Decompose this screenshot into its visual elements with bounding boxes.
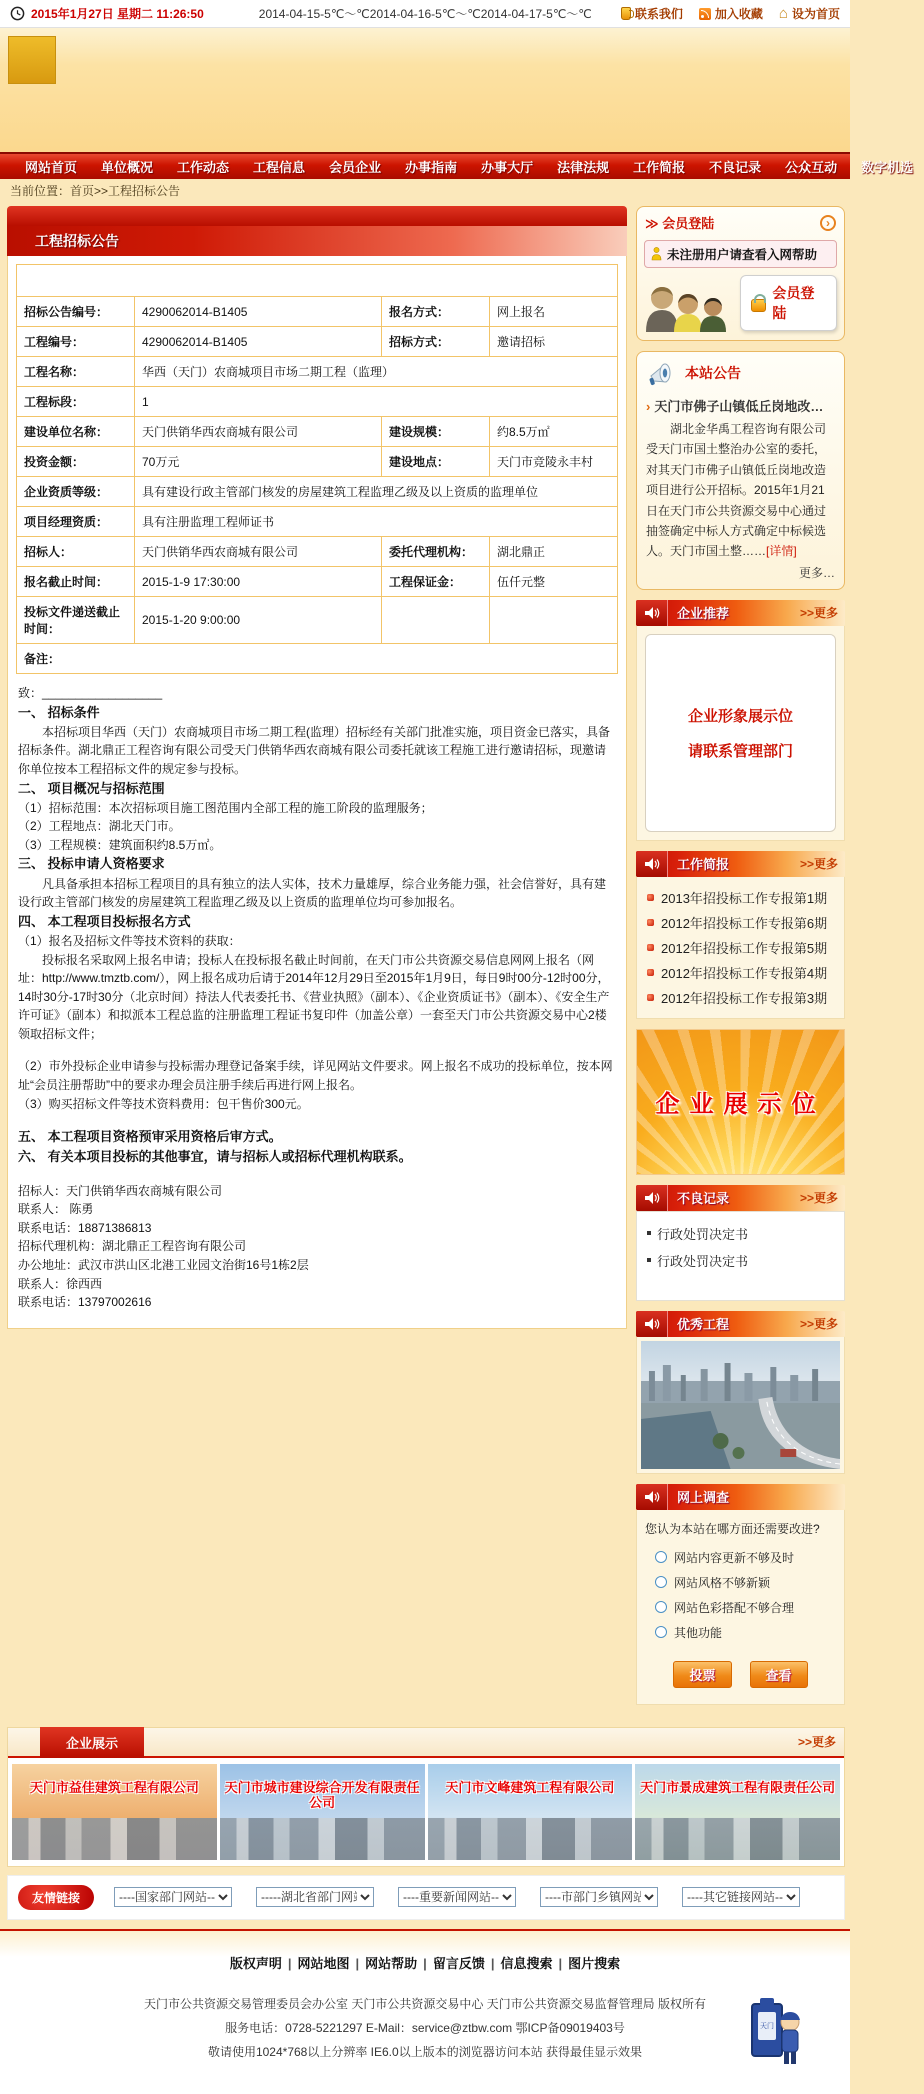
datetime-text: 2015年1月27日 星期二 11:26:50 (31, 7, 204, 21)
nav-item-3[interactable]: 工作动态 (177, 160, 230, 175)
footer-notice: 敬请使用1024*768以上分辨率 IE6.0以上版本的浏览器访问本站 获得最佳显示效果 (207, 2044, 643, 2059)
bad-records-title: 不良记录 (677, 1191, 730, 1207)
top-bar (0, 0, 850, 28)
work-brief-more[interactable]: >>更多 (799, 857, 838, 872)
friend-links-selects (114, 1887, 800, 1907)
row-value: 70万元 (135, 447, 382, 477)
table-row (17, 297, 618, 327)
row-label: 项目经理资质： (17, 507, 135, 537)
enterprise-rec-header (636, 600, 845, 626)
notice-summary: 湖北金华禹工程咨询有限公司受天门市国土整治办公室的委托，对其天门市佛子山镇低丘岗地改造项目进行公开招标。2015年1月21日在天门市公共资源交易中心通过抽签确定中标人方式确定中标候选人。天门市国土整……[详情] (646, 422, 827, 559)
members-avatar-image (644, 274, 736, 332)
body-paragraph: 联系人：徐西西 (18, 1276, 103, 1291)
body-paragraph: 招标人：天门供销华西农商城有限公司 (18, 1183, 223, 1198)
rec-line1: 企业形象展示位 (687, 707, 793, 725)
body-paragraph: 本招标项目华西（天门）农商城项目市场二期工程(监理）招标经有关部门批准实施，项目资金已落实，具备招标条件。湖北鼎正工程咨询有限公司受天门供销华西农商城有限公司委托就该工程施工进行邀请招标，现邀请你单位按本工程招标文件的规定参与投标。 (18, 724, 611, 776)
row-label: 建设单位名称： (17, 417, 135, 447)
body-paragraph: 致：__________________ (18, 686, 163, 700)
breadcrumb: 当前位置：首页>>工程招标公告 (10, 183, 181, 198)
row-label: 工程标段： (17, 387, 135, 417)
showcase-company-banner[interactable] (635, 1764, 840, 1860)
row-value: 4290062014-B1405 (135, 327, 382, 357)
body-paragraph: （2）市外投标企业申请参与投标需办理登记备案手续，详见网站文件要求。网上报名不成功的投标单位，按本网址“会员注册帮助”中的要求办理会员注册手续后再进行网上报名。 (18, 1059, 613, 1093)
brief-item[interactable] (645, 985, 836, 1010)
sidebar (636, 206, 845, 1715)
poll-option-label: 其他功能 (674, 1625, 723, 1640)
body-heading: 四、 本工程项目投标报名方式 (18, 913, 191, 929)
nav-item-8[interactable]: 法律法规 (557, 160, 610, 175)
enterprise-rec-body (636, 626, 845, 841)
site-notice-title: 本站公告 (685, 365, 741, 381)
brief-item-label: 2012年招投标工作专报第6期 (661, 915, 828, 931)
radio-icon[interactable] (655, 1576, 667, 1588)
friend-links-bar (7, 1875, 845, 1920)
work-brief-section (636, 851, 845, 1019)
vote-button[interactable]: 投票 (673, 1661, 731, 1688)
brief-item[interactable] (645, 960, 836, 985)
notice-link[interactable]: › 天门市佛子山镇低丘岗地改… (646, 399, 824, 414)
member-login-button-label: 会员登陆 (772, 285, 815, 321)
body-paragraph: 办公地址：武汉市洪山区北港工业园文治街16号1栋2层 (18, 1257, 309, 1272)
member-login-button[interactable] (740, 275, 837, 331)
friend-links-select-1[interactable] (114, 1887, 232, 1907)
table-row (17, 417, 618, 447)
footer-link[interactable]: 图片搜索 (568, 1955, 621, 1971)
table-row (17, 507, 618, 537)
dot-icon (647, 1258, 651, 1262)
member-login-lower (644, 274, 837, 332)
body-heading: 一、 招标条件 (18, 704, 100, 720)
enterprise-rec-placeholder[interactable] (645, 634, 836, 832)
bullet-icon (647, 919, 654, 926)
showcase-company-name: 天门市景成建筑工程有限责任公司 (640, 1779, 836, 1795)
bad-records-more[interactable]: >>更多 (799, 1191, 838, 1206)
footer-links (0, 1953, 850, 1972)
body-paragraph: 联系电话：13797002616 (18, 1295, 152, 1310)
member-login-title: ≫ 会员登陆 (645, 216, 715, 231)
excellent-project-photo[interactable] (636, 1337, 845, 1474)
body-paragraph: 投标报名采取网上报名申请；投标人在投标报名截止时间前，在天门市公共资源交易信息网网上报名（网址：http://www.tmztb.com/），网上报名成功后请于2014年12月29日至2015年1月9日，每日9时00分-12时00分，14时30分-17时30分（北京时间）持法人代表委托书、《营业执照》（副本）、《企业资质证书》（副本）、《安全生产许可证》（副本）和拟派本工程总监的注册监理工程证书复印件（加盖公章）一套至天门市公共资源交易中心2楼领取招标文件； (18, 952, 610, 1041)
footer-link-separator: | (490, 1955, 495, 1971)
brief-item-label: 2012年招投标工作专报第4期 (661, 965, 828, 981)
friend-links-label: 友情链接 (18, 1885, 94, 1910)
row-value: 华西（天门）农商城项目市场二期工程（监理） (135, 357, 618, 387)
panel-tab-row (7, 226, 627, 256)
row-value: 天门供销华西农商城有限公司 (135, 417, 382, 447)
excellent-projects-title: 优秀工程 (677, 1317, 730, 1333)
bad-record-item[interactable] (645, 1247, 836, 1274)
footer-link[interactable]: 网站帮助 (365, 1955, 418, 1971)
showcase-more[interactable]: >>更多 (797, 1735, 836, 1750)
bad-records-header (636, 1185, 845, 1211)
footer (0, 1929, 850, 2094)
member-login-panel (636, 206, 845, 341)
bad-record-item[interactable] (645, 1220, 836, 1247)
body-paragraph: 招标代理机构：湖北鼎正工程咨询有限公司 (18, 1239, 247, 1254)
row-value: 2015-1-9 17:30:00 (135, 567, 382, 597)
showcase-company-name: 天门市文峰建筑工程有限公司 (445, 1779, 615, 1795)
row-label: 投资金额： (17, 447, 135, 477)
panel-top-bar (7, 206, 627, 226)
row-label: 招标方式： (382, 327, 490, 357)
body-paragraph: 联系电话：18871386813 (18, 1220, 152, 1235)
work-brief-list (645, 885, 836, 1010)
nav-item-4[interactable]: 工程信息 (253, 160, 306, 175)
row-value: 1 (135, 387, 618, 417)
content-area (0, 201, 850, 1723)
body-paragraph: 联系人： 陈勇 (18, 1202, 94, 1217)
tab-announcement[interactable]: 工程招标公告 (35, 233, 119, 249)
contact-us-link[interactable]: 联系我们 (621, 5, 683, 22)
site-banner (0, 28, 850, 152)
body-paragraph: （1）招标范围：本次招标项目施工图范围内全部工程的施工阶段的监理服务； (18, 800, 433, 815)
table-row (17, 567, 618, 597)
row-label: 工程保证金： (382, 567, 490, 597)
police-mascot-icon (746, 1996, 808, 2066)
nav-item-10[interactable]: 不良记录 (709, 160, 762, 175)
excellent-projects-section (636, 1311, 845, 1474)
bad-record-label: 行政处罚决定书 (657, 1226, 749, 1242)
notice-more-link[interactable]: 更多… (798, 565, 835, 580)
main-nav (0, 152, 914, 179)
table-row (17, 597, 618, 644)
row-label: 备注： (17, 644, 618, 674)
showcase-company-name: 天门市益佳建筑工程有限公司 (29, 1779, 199, 1795)
nav-item-5[interactable]: 会员企业 (329, 160, 382, 175)
speaker-icon (636, 851, 668, 877)
poll-header (636, 1484, 845, 1510)
poll-body (636, 1510, 845, 1705)
megaphone-icon (647, 360, 677, 386)
row-value: 2015-1-20 9:00:00 (135, 597, 382, 644)
cup-icon (621, 7, 631, 20)
poll-buttons (645, 1661, 836, 1688)
poll-section (636, 1484, 845, 1705)
brief-item[interactable] (645, 885, 836, 910)
bullet-icon (647, 944, 654, 951)
site-notice-header (637, 352, 844, 388)
nav-item-6[interactable]: 办事指南 (405, 160, 458, 175)
register-help-button[interactable] (644, 240, 837, 268)
body-heading: 二、 项目概况与招标范围 (18, 780, 165, 796)
row-label: 报名方式： (382, 297, 490, 327)
body-paragraph: （1）报名及招标文件等技术资料的获取： (18, 933, 241, 948)
logo-placeholder (8, 36, 56, 84)
work-brief-header (636, 851, 845, 877)
speaker-icon (636, 1311, 668, 1337)
register-help-label: 未注册用户请查看入网帮助 (667, 248, 818, 262)
add-favorite-link[interactable]: 加入收藏 (699, 5, 763, 22)
body-paragraph: （3）工程规模：建筑面积约8.5万㎡。 (18, 837, 222, 852)
row-label: 招标公告编号： (17, 297, 135, 327)
work-brief-body (636, 877, 845, 1019)
row-label: 投标文件递送截止时间： (17, 597, 135, 644)
showcase-company-banner[interactable] (220, 1764, 425, 1860)
bullet-icon (647, 894, 654, 901)
friend-links-select-4[interactable] (540, 1887, 658, 1907)
rec-line2: 请联系管理部门 (687, 742, 793, 760)
poll-option-label: 网站风格不够新颖 (674, 1575, 771, 1590)
body-heading: 三、 投标申请人资格要求 (18, 856, 165, 872)
site-notice-body (637, 388, 844, 589)
excellent-projects-more[interactable]: >>更多 (799, 1317, 838, 1332)
brief-item-label: 2012年招投标工作专报第3期 (661, 990, 828, 1006)
ad-banner[interactable] (636, 1029, 845, 1175)
enterprise-rec-section (636, 600, 845, 841)
member-login-body (637, 236, 844, 340)
lock-icon (751, 299, 766, 312)
footer-link-separator: | (355, 1955, 360, 1971)
body-paragraph: （2）工程地点：湖北天门市。 (18, 819, 181, 834)
body-paragraph: （3）购买招标文件等技术资料费用：包干售价300元。 (18, 1096, 309, 1111)
table-row (17, 357, 618, 387)
row-label: 报名截止时间： (17, 567, 135, 597)
radio-icon[interactable] (655, 1551, 667, 1563)
poll-option-label: 网站色彩搭配不够合理 (674, 1600, 795, 1615)
footer-link-separator: | (423, 1955, 427, 1971)
row-value: 天门市竞陵永丰村 (490, 447, 618, 477)
table-row (17, 447, 618, 477)
showcase-company-banner[interactable] (12, 1764, 217, 1860)
table-row (17, 537, 618, 567)
poll-question: 您认为本站在哪方面还需要改进? (645, 1521, 820, 1536)
poll-option-3[interactable] (645, 1595, 836, 1620)
footer-link-separator: | (558, 1955, 563, 1971)
friend-links-select-3[interactable] (398, 1887, 516, 1907)
body-paragraph (18, 1168, 616, 1182)
speaker-icon (636, 1185, 668, 1211)
home-icon: ⌂ (778, 5, 788, 22)
dot-icon (647, 1231, 651, 1235)
showcase-row (8, 1758, 844, 1866)
announcement-body (16, 674, 618, 1312)
announcement-panel (7, 256, 627, 1329)
poll-options (645, 1545, 836, 1645)
footer-link[interactable]: 信息搜索 (500, 1955, 553, 1971)
nav-item-2[interactable]: 单位概况 (101, 160, 154, 175)
bullet-icon (647, 994, 654, 1001)
row-label: 工程编号： (17, 327, 135, 357)
body-paragraph (18, 1043, 616, 1057)
bad-record-label: 行政处罚决定书 (657, 1253, 749, 1269)
speaker-icon (636, 1484, 668, 1510)
row-label (382, 597, 490, 644)
enterprise-rec-more[interactable]: >>更多 (799, 606, 838, 621)
nav-item-7[interactable]: 办事大厅 (481, 160, 534, 175)
person-icon (651, 247, 662, 261)
table-title-row (17, 265, 618, 297)
enterprise-showcase-section (7, 1727, 845, 1867)
body-paragraph (18, 1113, 616, 1127)
row-value: 4290062014-B1405 (135, 297, 382, 327)
nav-item-9[interactable]: 工作简报 (633, 160, 686, 175)
site-notice-panel (636, 351, 845, 590)
poll-title: 网上调查 (677, 1490, 730, 1506)
member-login-header (637, 207, 844, 236)
enterprise-rec-title: 企业推荐 (677, 606, 730, 622)
work-brief-title: 工作简报 (677, 857, 730, 873)
showcase-company-banner[interactable] (428, 1764, 633, 1860)
friend-links-select-5[interactable] (682, 1887, 800, 1907)
row-value: 具有建设行政主管部门核发的房屋建筑工程监理乙级及以上资质的监理单位 (135, 477, 618, 507)
ad-banner-text: 企业展示位 (655, 1091, 826, 1119)
table-row (17, 644, 618, 674)
speaker-icon (636, 600, 668, 626)
poll-option-1[interactable] (645, 1545, 836, 1570)
footer-link[interactable]: 版权声明 (229, 1955, 282, 1971)
row-value: 具有注册监理工程师证书 (135, 507, 618, 537)
main-column (7, 206, 627, 1329)
bullet-icon (647, 969, 654, 976)
body-paragraph: 凡具备承担本招标工程项目的具有独立的法人实体，技术力量雄厚，综合业务能力强，社会信誉好，具有建设行政主管部门核发的房屋建筑工程监理乙级及以上资质的监理单位均可参加报名。 (18, 876, 607, 910)
brief-item[interactable] (645, 935, 836, 960)
top-links (621, 5, 840, 22)
announcement-table (16, 264, 618, 674)
showcase-header (8, 1728, 844, 1758)
detail-link[interactable]: [详情] (766, 544, 797, 559)
nav-item-12[interactable]: 数字机选 (861, 160, 914, 175)
table-row (17, 327, 618, 357)
brief-item[interactable] (645, 910, 836, 935)
footer-link[interactable]: 网站地图 (297, 1955, 350, 1971)
brief-item-label: 2012年招投标工作专报第5期 (661, 940, 828, 956)
showcase-tab[interactable]: 企业展示 (40, 1727, 144, 1758)
row-label: 建设地点： (382, 447, 490, 477)
row-value: 伍仟元整 (490, 567, 618, 597)
poll-option-4[interactable] (645, 1620, 836, 1645)
row-value: 湖北鼎正 (490, 537, 618, 567)
bad-records-section (636, 1185, 845, 1301)
body-heading: 六、 有关本项目投标的其他事宜，请与招标人或招标代理机构联系。 (18, 1149, 412, 1165)
arrow-icon: › (646, 399, 651, 414)
table-row (17, 387, 618, 417)
clock-icon (10, 6, 25, 21)
announcement-title: 华西（天门）农商城项目市场二期工程（监理）--工程招标公告 (17, 265, 618, 297)
rss-icon (699, 8, 711, 20)
weather-text: 2014-04-15-5℃～℃2014-04-16-5℃～℃2014-04-17-5℃～℃ (258, 7, 592, 21)
row-label: 建设规模： (382, 417, 490, 447)
view-button[interactable]: 查看 (750, 1661, 808, 1688)
svg-text:天门: 天门 (760, 2022, 774, 2030)
circle-arrow-icon[interactable]: › (820, 215, 836, 231)
row-label: 企业资质等级： (17, 477, 135, 507)
footer-link[interactable]: 留言反馈 (432, 1955, 485, 1971)
poll-option-2[interactable] (645, 1570, 836, 1595)
row-label: 工程名称： (17, 357, 135, 387)
row-value: 网上报名 (490, 297, 618, 327)
nav-item-11[interactable]: 公众互动 (785, 160, 838, 175)
row-label: 招标人： (17, 537, 135, 567)
set-homepage-link[interactable]: ⌂ 设为首页 (778, 5, 840, 22)
brief-item-label: 2013年招投标工作专报第1期 (661, 890, 828, 906)
footer-copyright: 天门市公共资源交易管理委员会办公室 天门市公共资源交易中心 天门市公共资源交易监督管理局 版权所有 (143, 1996, 706, 2011)
row-value (490, 597, 618, 644)
bad-records-list (636, 1211, 845, 1301)
footer-link-separator: | (287, 1955, 292, 1971)
excellent-projects-header (636, 1311, 845, 1337)
poll-option-label: 网站内容更新不够及时 (674, 1550, 795, 1565)
table-row (17, 477, 618, 507)
row-label: 委托代理机构： (382, 537, 490, 567)
showcase-company-name: 天门市城市建设综合开发有限责任公司 (224, 1779, 420, 1811)
radio-icon[interactable] (655, 1626, 667, 1638)
nav-item-1[interactable]: 网站首页 (25, 160, 78, 175)
body-heading: 五、 本工程项目资格预审采用资格后审方式。 (18, 1129, 282, 1145)
row-value: 邀请招标 (490, 327, 618, 357)
radio-icon[interactable] (655, 1601, 667, 1613)
row-value: 天门供销华西农商城有限公司 (135, 537, 382, 567)
friend-links-select-2[interactable] (256, 1887, 374, 1907)
row-value: 约8.5万㎡ (490, 417, 618, 447)
footer-contact: 服务电话：0728-5221297 E-Mail：service@ztbw.com 鄂ICP备09019403号 (225, 2020, 625, 2035)
